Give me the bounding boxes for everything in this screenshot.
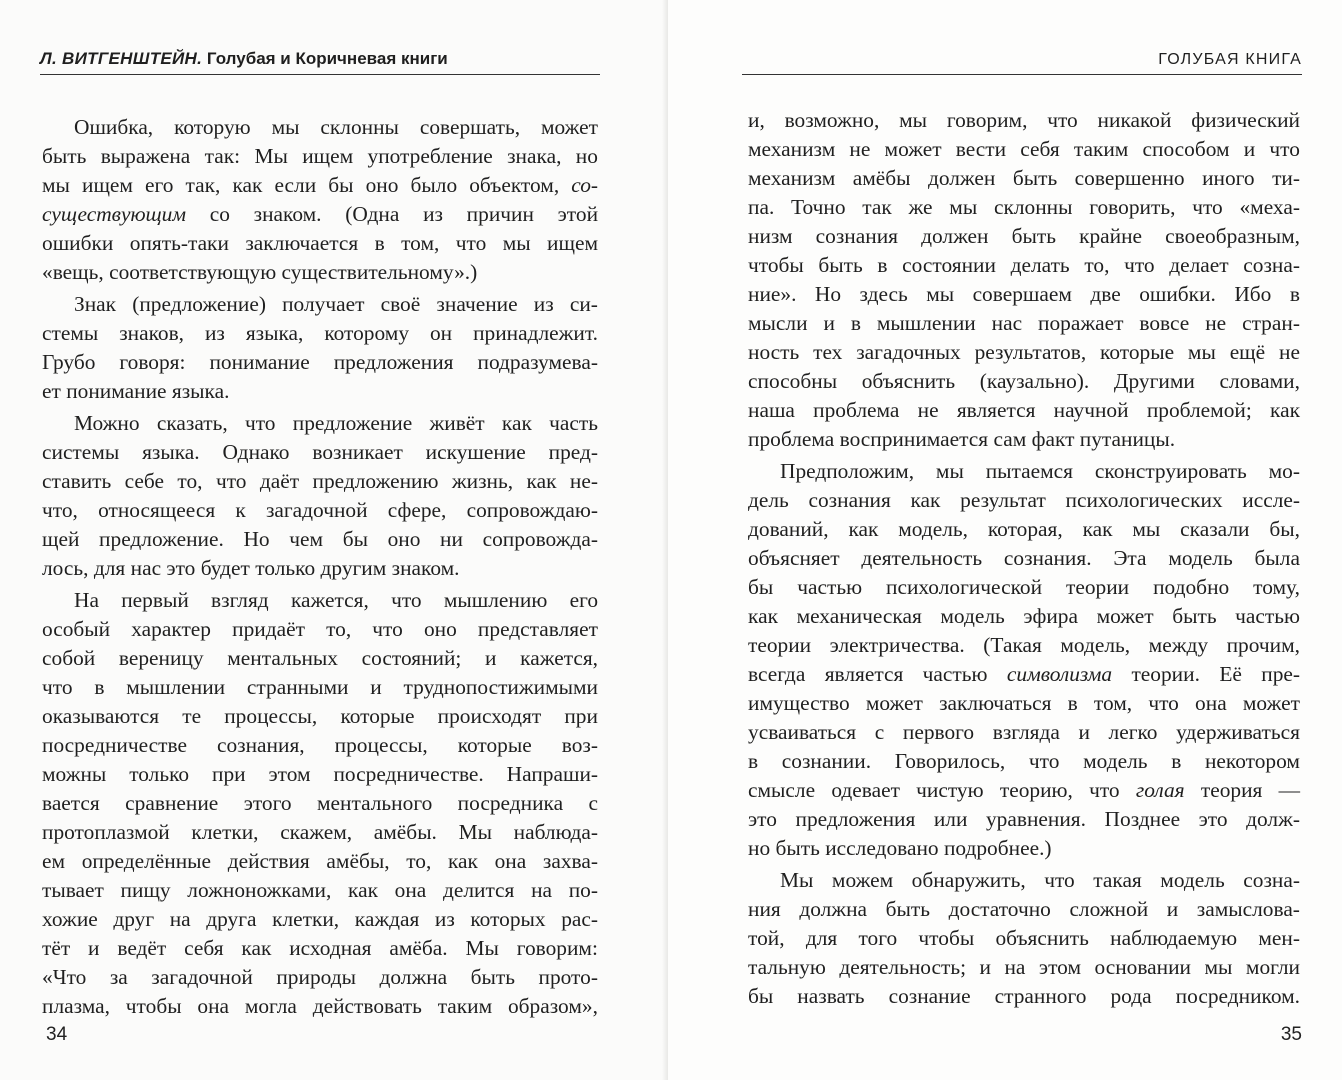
text-line: щей предложение. Но чем бы оно ни сопровожда- bbox=[42, 527, 599, 551]
text-line: бы назвать сознание странного рода посредником. bbox=[748, 984, 1300, 1008]
text-line: ем определённые действия амёбы, то, как она захва- bbox=[42, 849, 598, 873]
text-line: «Что за загадочной природы должна быть прото- bbox=[42, 965, 598, 989]
text-line: можны только при этом посредничестве. Напраши- bbox=[42, 762, 599, 786]
left-page-number: 34 bbox=[46, 1024, 68, 1045]
text-line: дель сознания как результат психологических иссле- bbox=[748, 488, 1301, 512]
text-line: вается сравнение этого ментального посредника с bbox=[42, 791, 598, 815]
text-line: и, возможно, мы говорим, что никакой физический bbox=[748, 108, 1301, 132]
text-line: ния должна быть достаточно сложной и замыслова- bbox=[748, 897, 1300, 921]
text-line: чтобы быть в состоянии делать то, что делает созна- bbox=[748, 253, 1300, 277]
text-line: как механическая модель эфира может быть частью bbox=[748, 604, 1301, 628]
text-line: смысле одевает чистую теорию, что голая теория — bbox=[748, 778, 1301, 802]
text-line: Ошибка, которую мы склонны совершать, может bbox=[74, 115, 598, 139]
text-line: Можно сказать, что предложение живёт как часть bbox=[74, 411, 598, 435]
text-line: На первый взгляд кажется, что мышлению его bbox=[74, 588, 599, 612]
text-line: ет понимание языка. bbox=[42, 379, 230, 403]
text-line: быть выражена так: Мы ищем употребление знака, но bbox=[42, 144, 598, 168]
text-line: стемы знаков, из языка, которому он принадлежит. bbox=[42, 321, 598, 345]
text-line: способны объяснить (каузально). Другими словами, bbox=[748, 369, 1300, 393]
text-line: оказываются те процессы, которые происходят при bbox=[42, 704, 598, 728]
text-line: особый характер придаёт то, что оно представляет bbox=[42, 617, 598, 641]
text-line: механизм амёбы должен быть совершенно иного ти- bbox=[748, 166, 1300, 190]
left-running-header bbox=[40, 48, 600, 75]
text-line: плазма, чтобы она могла действовать таким образом», bbox=[42, 994, 598, 1018]
text-line: ние». Но здесь мы совершаем две ошибки. Ибо в bbox=[748, 282, 1300, 306]
text-line: Мы можем обнаружить, что такая модель созна- bbox=[780, 868, 1300, 892]
text-line: что в мышлении странными и труднопостижимыми bbox=[42, 675, 598, 699]
text-line: имущество может заключаться в том, что она может bbox=[748, 691, 1300, 715]
text-line: тальную деятельность; и на этом основании мы могли bbox=[748, 955, 1300, 979]
right-running-header bbox=[742, 48, 1302, 75]
left-page bbox=[0, 0, 668, 1080]
text-line: это предложения или уравнения. Позднее это долж- bbox=[748, 807, 1300, 831]
text-line: тывает пищу ложноножками, как она делится на по- bbox=[42, 878, 598, 902]
text-line: протоплазмой клетки, скажем, амёбы. Мы наблюда- bbox=[42, 820, 599, 844]
header-section-title: ГОЛУБАЯ КНИГА bbox=[1158, 51, 1302, 68]
text-line: проблема воспринимается сам факт путаницы. bbox=[748, 427, 1176, 451]
header-author: Л. ВИТГЕНШТЕЙН. bbox=[40, 49, 203, 68]
text-line: ошибки опять-таки заключается в том, что мы ищем bbox=[42, 231, 598, 255]
text-line: всегда является частью символизма теории. Её пре- bbox=[748, 662, 1301, 686]
text-line: «вещь, соответствующую существительному».) bbox=[42, 260, 478, 284]
right-page bbox=[668, 0, 1342, 1080]
text-line: системы языка. Однако возникает искушение пред- bbox=[42, 440, 599, 464]
text-line: существующим со знаком. (Одна из причин этой bbox=[42, 202, 599, 226]
left-page-text bbox=[42, 113, 598, 1021]
text-line: лось, для нас это будет только другим знаком. bbox=[42, 556, 460, 580]
text-line: ность тех загадочных результатов, которые мы ещё не bbox=[748, 340, 1300, 364]
text-line: Знак (предложение) получает своё значение из си- bbox=[74, 292, 598, 316]
text-line: теории электричества. (Такая модель, между прочим, bbox=[748, 633, 1300, 657]
header-book-title: Голубая и Коричневая книги bbox=[206, 49, 448, 68]
text-line: Предположим, мы пытаемся сконструировать мо- bbox=[780, 459, 1300, 483]
text-line: посредничестве сознания, процессы, которые воз- bbox=[42, 733, 598, 757]
right-page-number: 35 bbox=[1280, 1024, 1302, 1045]
text-line: дований, как модель, которая, как мы сказали бы, bbox=[748, 517, 1300, 541]
text-line: усваиваться с первого взгляда и легко удерживаться bbox=[748, 720, 1300, 744]
text-line: наша проблема не является научной проблемой; как bbox=[748, 398, 1300, 422]
text-line: па. Точно так же мы склонны говорить, что «меха- bbox=[748, 195, 1300, 219]
text-line: в сознании. Говорилось, что модель в некотором bbox=[748, 749, 1300, 773]
text-line: но быть исследовано подробнее.) bbox=[748, 836, 1052, 860]
text-line: ставить себе то, что даёт предложению жизнь, как не- bbox=[42, 469, 598, 493]
text-line: мысли и в мышлении нас поражает вовсе не стран- bbox=[748, 311, 1300, 335]
text-line: хожие друг на друга клетки, каждая из которых рас- bbox=[42, 907, 599, 931]
text-line: объясняет деятельность сознания. Эта модель была bbox=[748, 546, 1300, 570]
text-line: низм сознания должен быть крайне своеобразным, bbox=[748, 224, 1300, 248]
text-line: мы ищем его так, как если бы оно было объектом, со- bbox=[42, 173, 599, 197]
text-line: собой вереницу ментальных состояний; и кажется, bbox=[42, 646, 599, 670]
text-line: механизм не может вести себя таким способом и что bbox=[748, 137, 1300, 161]
text-line: что, относящееся к загадочной сфере, сопровождаю- bbox=[42, 498, 598, 522]
text-line: той, для того чтобы объяснить наблюдаемую мен- bbox=[748, 926, 1300, 950]
text-line: Грубо говоря: понимание предложения подразумева- bbox=[42, 350, 598, 374]
text-line: бы частью психологической теории подобно тому, bbox=[748, 575, 1300, 599]
text-line: тёт и ведёт себя как исходная амёба. Мы говорим: bbox=[42, 936, 598, 960]
right-page-text bbox=[748, 106, 1300, 1011]
